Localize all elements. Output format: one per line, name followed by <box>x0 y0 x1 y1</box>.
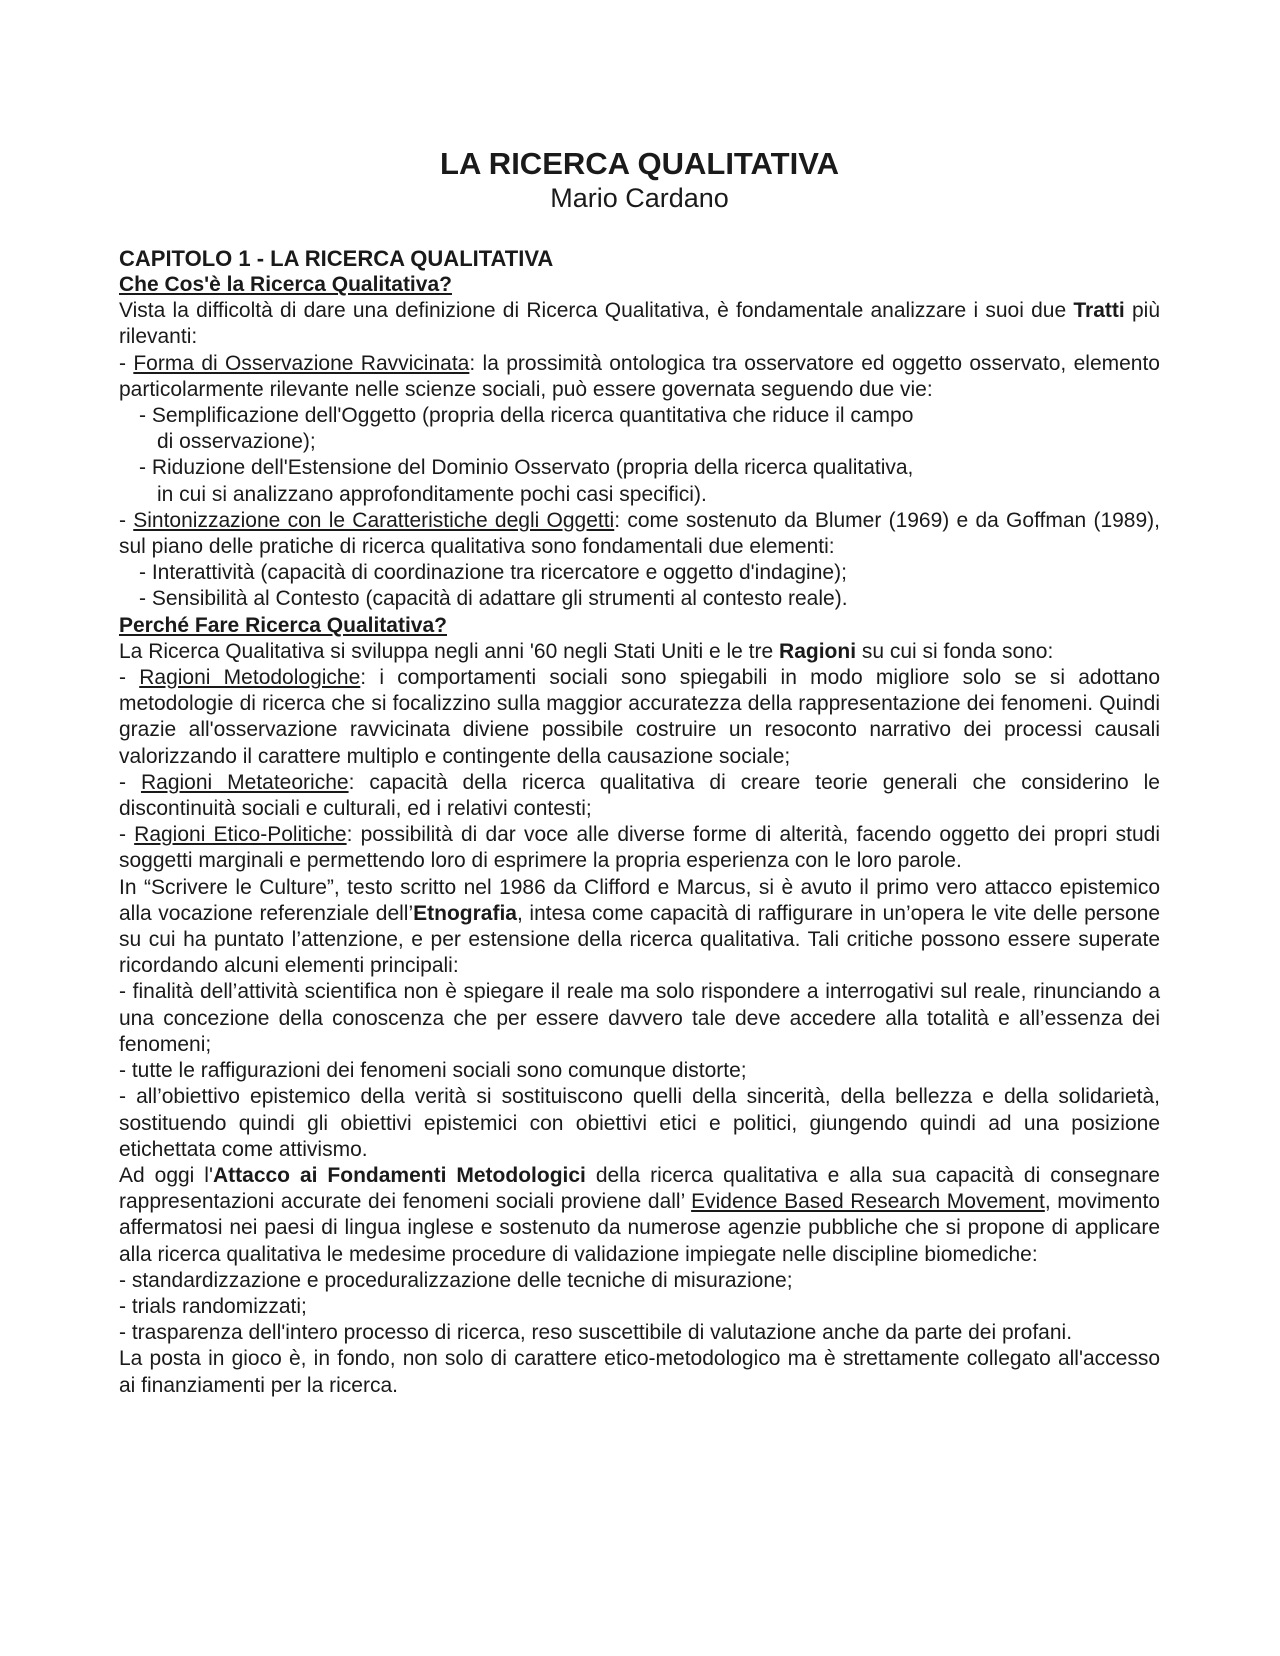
text-span: : capacità della ricerca qualitativa di creare teorie generali che considerino le discontinuità sociali e culturali, ed i relativi contesti; <box>119 770 1160 821</box>
text-span: Vista la difficoltà di dare una definizione di Ricerca Qualitativa, è fondamentale analizzare i suoi due <box>119 299 1074 323</box>
text-span: : come sostenuto da Blumer (1969) e da Goffman (1989), sul piano delle pratiche di ricerca qualitativa sono fondamentali due elementi: <box>119 508 1160 559</box>
text-span: Ad oggi l' <box>119 1163 213 1187</box>
dash: - <box>119 351 134 375</box>
list-item-critique: - finalità dell’attività scientifica non è spiegare il reale ma solo rispondere a interrogativi sul reale, rinunciando a una concezione della conoscenza che per essere davvero tale deve accedere alla totalità e all’essenza dei fenomeni; <box>119 980 1160 1056</box>
underlined-term: Evidence Based Research Movement <box>691 1190 1045 1214</box>
dash: - <box>119 666 140 690</box>
document-title: LA RICERCA QUALITATIVA <box>440 146 839 181</box>
underlined-term: Ragioni Metateoriche <box>140 770 349 794</box>
list-item-critique: - all’obiettivo epistemico della verità si sostituiscono quelli della sincerità, della bellezza e della solidarietà, sostituendo quindi gli obiettivi epistemici con obiettivi etici e politici, giungendo quindi ad una posizione etichettata come attivismo. <box>119 1085 1160 1161</box>
underlined-term: Ragioni Metodologiche <box>139 666 361 690</box>
sub-list-item: - Interattività (capacità di coordinazione tra ricercatore e oggetto d'indagine); <box>139 561 847 585</box>
underlined-term: Sintonizzazione con le Caratteristiche degli Oggetti <box>133 508 615 532</box>
text-span: La Ricerca Qualitativa si sviluppa negli anni '60 negli Stati Uniti e le tre <box>119 639 780 663</box>
bold-term: Tratti <box>1073 299 1125 323</box>
sub-list-item: - Sensibilità al Contesto (capacità di adattare gli strumenti al contesto reale). <box>139 587 848 611</box>
paragraph-conclusion: La posta in gioco è, in fondo, non solo di carattere etico-metodologico ma è strettamente collegato all'accesso ai finanziamenti per la ricerca. <box>119 1347 1160 1397</box>
underlined-term: Forma di Osservazione Ravvicinata <box>133 351 470 375</box>
list-item-procedure: - trasparenza dell'intero processo di ricerca, reso suscettibile di valutazione anche da parte dei profani. <box>119 1321 1073 1345</box>
text-span: , intesa come capacità di raffigurare in un’opera le vite delle persone su cui ha puntato l’attenzione, e per estensione della ricerca qualitativa. Tali critiche possono essere superate ricordando alcuni elementi principali: <box>119 901 1160 978</box>
list-item-reason-metatheoretical <box>119 770 1160 822</box>
dash: - <box>119 508 134 532</box>
sub-list-item: - Riduzione dell'Estensione del Dominio Osservato (propria della ricerca qualitativa, <box>139 456 914 480</box>
list-item-critique: - tutte le raffigurazioni dei fenomeni sociali sono comunque distorte; <box>119 1059 747 1083</box>
bold-term: Attacco ai Fondamenti Metodologici <box>212 1163 586 1187</box>
text-span: della ricerca qualitativa e alla sua capacità di consegnare rappresentazioni accurate dei fenomeni sociali proviene dall’ <box>119 1163 1160 1214</box>
list-item-procedure: - trials randomizzati; <box>119 1294 307 1318</box>
section-heading-what: Che Cos'è la Ricerca Qualitativa? <box>119 273 452 296</box>
document-author: Mario Cardano <box>550 183 729 213</box>
text-span: : la prossimità ontologica tra osservatore ed oggetto osservato, elemento particolarmente rilevante nelle scienze sociali, può essere governata seguendo due vie: <box>119 351 1160 401</box>
bold-term: Etnografia <box>413 901 517 925</box>
sub-list-item-continuation: di osservazione); <box>157 430 316 454</box>
paragraph-intro-reasons <box>119 639 1160 665</box>
underlined-term: Ragioni Etico-Politiche <box>134 823 347 847</box>
paragraph-writing-cultures <box>119 875 1160 980</box>
dash: - <box>119 823 135 847</box>
list-item-trait-observation <box>119 351 1160 403</box>
paragraph-methodological-attack <box>119 1163 1160 1268</box>
list-item-trait-tuning <box>119 508 1160 560</box>
sub-list-item: - Semplificazione dell'Oggetto (propria della ricerca quantitativa che riduce il campo <box>139 404 914 428</box>
text-span: In “Scrivere le Culture”, testo scritto nel 1986 da Clifford e Marcus, si è avuto il primo vero attacco epistemico alla vocazione referenziale dell’ <box>119 875 1160 925</box>
section-heading-why: Perché Fare Ricerca Qualitativa? <box>119 613 447 637</box>
sub-list-item-continuation: in cui si analizzano approfonditamente pochi casi specifici). <box>157 482 707 506</box>
bold-term: Ragioni <box>779 639 857 663</box>
text-span: su cui si fonda sono: <box>856 639 1054 663</box>
text-span: : i comportamenti sociali sono spiegabili in modo migliore solo se si adottano metodologie di ricerca che si focalizzino sulla maggior accuratezza della rappresentazione dei fenomeni. Quindi grazie all'osservazione ravvicinata diviene possibile costruire un resoconto narrativo dei processi causali valorizzando il carattere multiplo e contingente della causazione sociale; <box>119 666 1160 768</box>
chapter-heading: CAPITOLO 1 - LA RICERCA QUALITATIVA <box>119 246 554 271</box>
list-item-reason-methodological <box>119 665 1160 770</box>
text-span: , movimento affermatosi nei paesi di lingua inglese e sostenuto da numerose agenzie pubbliche che si propone di applicare alla ricerca qualitativa le medesime procedure di validazione impiegate nelle discipline biomediche: <box>119 1190 1160 1266</box>
list-item-reason-ethical <box>119 822 1160 874</box>
dash: - <box>119 770 141 794</box>
paragraph-intro-traits <box>119 298 1160 350</box>
list-item-procedure: - standardizzazione e proceduralizzazione delle tecniche di misurazione; <box>119 1268 793 1292</box>
text-span: più rilevanti: <box>119 299 1160 349</box>
text-span: : possibilità di dar voce alle diverse forme di alterità, facendo oggetto dei propri studi soggetti marginali e permettendo loro di esprimere la propria esperienza con le loro parole. <box>119 823 1161 873</box>
